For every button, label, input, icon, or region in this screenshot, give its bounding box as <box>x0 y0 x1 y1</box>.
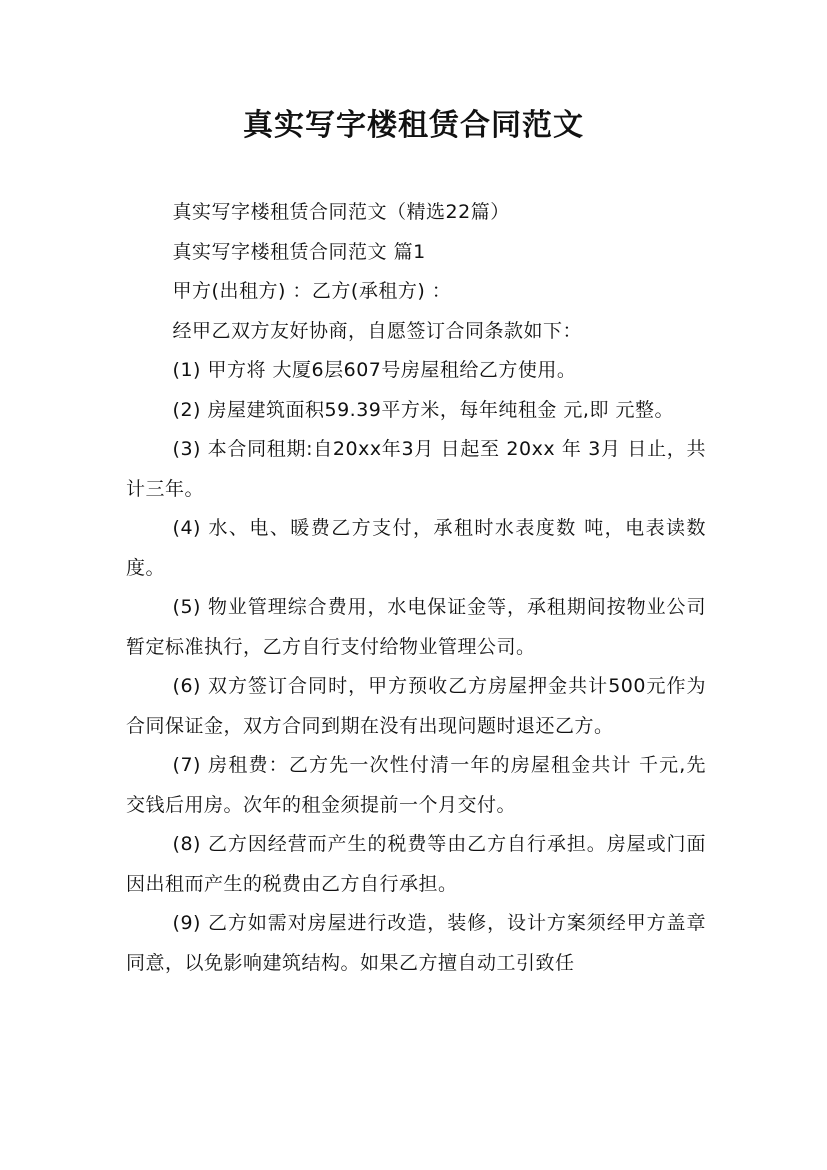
document-body <box>126 193 706 983</box>
clause-2: (2) 房屋建筑面积59.39平方米，每年纯租金 元,即 元整。 <box>172 398 675 421</box>
clause-7: (7) 房租费：乙方先一次性付清一年的房屋租金共计 千元,先交钱后用房。次年的租金须提前一个月交付。 <box>126 754 706 816</box>
paragraph-section-title: 真实写字楼租赁合同范文 篇1 <box>172 240 426 263</box>
paragraph-parties: 甲方(出租方) ：乙方(承租方) ： <box>172 280 452 302</box>
paragraph-heading-selection: 真实写字楼租赁合同范文（精选22篇） <box>172 201 510 223</box>
paragraph-intro: 经甲乙双方友好协商，自愿签订合同条款如下： <box>172 319 583 342</box>
document-title: 真实写字楼租赁合同范文 <box>243 108 584 143</box>
clause-3: (3) 本合同租期:自20xx年3月 日起至 20xx 年 3月 日止，共计三年。 <box>126 438 706 500</box>
clause-1: (1) 甲方将 大厦6层607号房屋租给乙方使用。 <box>172 359 577 381</box>
clause-6: (6) 双方签订合同时，甲方预收乙方房屋押金共计500元作为合同保证金，双方合同到期在没有出现问题时退还乙方。 <box>126 675 706 737</box>
clause-9: (9) 乙方如需对房屋进行改造，装修，设计方案须经甲方盖章同意，以免影响建筑结构。如果乙方擅自动工引致任 <box>126 912 706 974</box>
clause-4: (4) 水、电、暖费乙方支付，承租时水表度数 吨，电表读数 度。 <box>126 517 706 579</box>
clause-8: (8) 乙方因经营而产生的税费等由乙方自行承担。房屋或门面因出租而产生的税费由乙方自行承担。 <box>126 833 706 895</box>
clause-5: (5) 物业管理综合费用，水电保证金等，承租期间按物业公司暂定标准执行，乙方自行支付给物业管理公司。 <box>126 596 706 658</box>
